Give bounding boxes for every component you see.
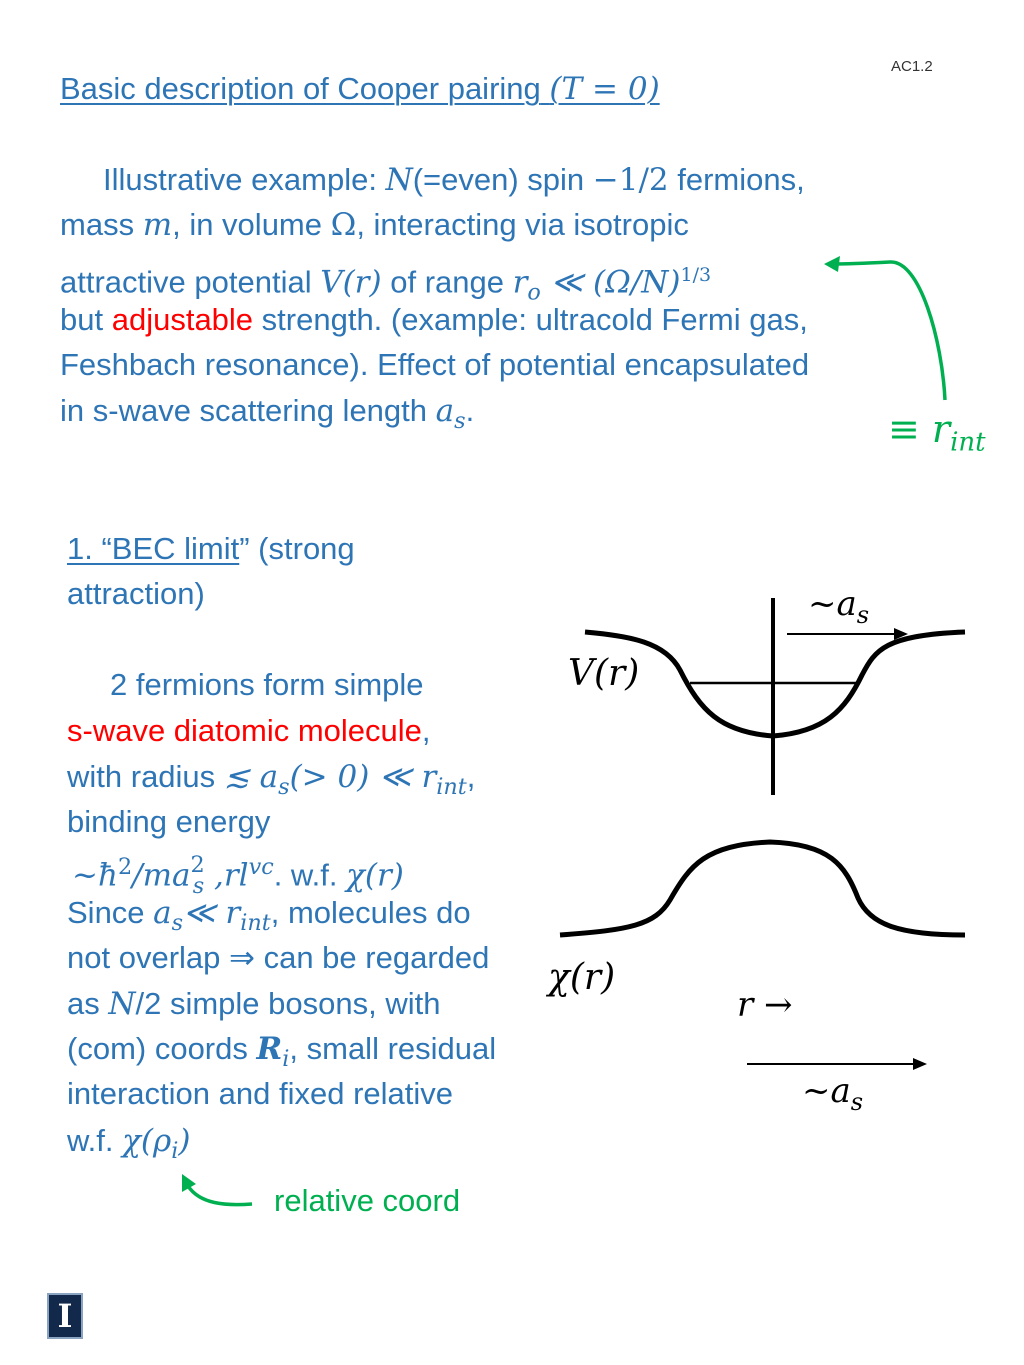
s1-text: , molecules do: [270, 895, 471, 930]
s1-line-8: [67, 987, 440, 1021]
equiv-symbol: ≡: [888, 407, 932, 451]
university-logo: [47, 1293, 83, 1339]
intro-text: (=even) spin: [412, 162, 593, 197]
math-R: R: [256, 1031, 283, 1067]
molecule-highlight: s-wave diatomic molecule: [67, 713, 422, 748]
math-mass: /ma: [132, 857, 191, 894]
rint-sub: int: [950, 427, 986, 458]
heading-text: ” (strong: [239, 531, 355, 566]
math-chi: χ(r): [346, 857, 404, 894]
s1-line-7: not overlap ⇒ can be regarded: [67, 940, 490, 975]
math-range: ≪ (Ω/N): [540, 264, 681, 301]
bottom-as-sub: s: [850, 1087, 864, 1116]
intro-text: attractive potential: [60, 264, 321, 300]
math-V: V(r): [320, 264, 382, 301]
intro-text: .: [465, 393, 475, 428]
math-m: m: [142, 207, 173, 243]
intro-text: in s-wave scattering length: [60, 393, 436, 428]
intro-line-2: [60, 208, 689, 242]
math-spin: −1/2: [592, 162, 669, 198]
s1-text: /2 simple bosons, with: [135, 986, 441, 1021]
s1-line-9: [67, 1032, 496, 1076]
intro-line-1: [103, 163, 805, 197]
math-as: a: [435, 393, 455, 429]
s1-line-6: [67, 896, 471, 940]
math-rlvc: ,rl: [204, 857, 249, 894]
s1-text: . w.f.: [273, 857, 347, 893]
intro-text: of range: [381, 264, 513, 300]
math-sub: i: [282, 1046, 290, 1073]
r-arrow-label: r →: [737, 985, 793, 1025]
s1-text: Since: [67, 895, 154, 930]
intro-text: mass: [60, 207, 143, 242]
math-radius: ≲ a: [223, 759, 279, 795]
bottom-as-arrowhead-icon: [913, 1058, 927, 1070]
math-hbar: ~ħ: [72, 857, 118, 894]
math-sub: s: [278, 774, 290, 801]
s1-text: ,: [421, 713, 431, 748]
s1-line-1: 2 fermions form simple: [110, 667, 424, 702]
rint-note: [888, 408, 986, 464]
adjustable-highlight: adjustable: [111, 302, 254, 337]
section1-heading-line2: attraction): [67, 576, 205, 611]
bottom-as-label: [802, 1072, 863, 1121]
s1-text: (com) coords: [67, 1031, 257, 1066]
logo-glyph: I: [57, 1297, 73, 1335]
math-N: N: [385, 162, 413, 198]
top-as-label: [808, 585, 869, 634]
math-sub: s: [192, 872, 205, 899]
math-N: N: [108, 986, 136, 1022]
bec-limit-link: 1. “BEC limit: [67, 531, 240, 566]
s1-text: as: [67, 986, 109, 1021]
rint-arrow-icon: [820, 250, 960, 410]
math-sup: vc: [248, 854, 274, 880]
math-r0: r: [512, 264, 528, 301]
s1-text: with radius: [67, 759, 224, 794]
chi-label: χ(r): [548, 957, 616, 998]
s1-line-10: interaction and fixed relative: [67, 1076, 454, 1111]
intro-text: Illustrative example:: [103, 162, 386, 197]
s1-text: ,: [466, 759, 476, 794]
math-chi-rho: χ(ρ: [122, 1123, 172, 1159]
wavefunction-curve: [560, 842, 965, 935]
section1-heading: [67, 532, 355, 566]
intro-text: fermions,: [668, 162, 805, 197]
intro-text: but: [60, 302, 112, 337]
math-sup: 2: [117, 854, 133, 880]
intro-text: , interacting via isotropic: [356, 207, 689, 242]
rint-r: r: [931, 407, 951, 451]
intro-line-5: Feshbach resonance). Effect of potential encapsulated: [60, 347, 810, 382]
math-r0-sub: o: [527, 279, 541, 306]
title-math: (T = 0): [549, 71, 660, 107]
math-sub: int: [436, 774, 467, 801]
title-text: Basic description of Cooper pairing: [60, 71, 541, 106]
math-radius-cmp: (> 0) ≪ r: [289, 759, 437, 795]
s1-line-4: binding energy: [67, 804, 271, 839]
math-as-sub: s: [454, 408, 466, 435]
s1-text: , small residual: [289, 1031, 497, 1066]
slide-id: AC1.2: [891, 58, 933, 75]
math-sub: s: [171, 910, 184, 937]
relative-coord-label: relative coord: [274, 1183, 461, 1218]
top-as-sub: s: [856, 600, 870, 629]
intro-text: , in volume: [172, 207, 331, 242]
math-third: 1/3: [680, 264, 712, 286]
intro-line-6: [60, 394, 474, 438]
s1-line-3: [67, 760, 475, 804]
relative-coord-arrow-icon: [170, 1168, 260, 1218]
math-sup: 2: [190, 852, 205, 878]
V-label: V(r): [568, 653, 640, 694]
top-as-text: ~a: [808, 584, 857, 624]
math-sub: i: [171, 1138, 179, 1165]
s1-text: w.f.: [67, 1123, 123, 1158]
s1-line-2: [67, 714, 431, 748]
bottom-as-text: ~a: [802, 1071, 851, 1111]
math-paren: ): [178, 1123, 191, 1159]
intro-line-4: [60, 303, 808, 337]
math-omega: Ω: [330, 207, 357, 243]
math-as: a: [153, 895, 172, 931]
math-ll-rint: ≪ r: [183, 895, 241, 931]
intro-text: strength. (example: ultracold Fermi gas,: [253, 302, 808, 337]
page-title: [60, 72, 660, 106]
s1-line-11: [67, 1124, 191, 1168]
math-sub: int: [240, 910, 271, 937]
